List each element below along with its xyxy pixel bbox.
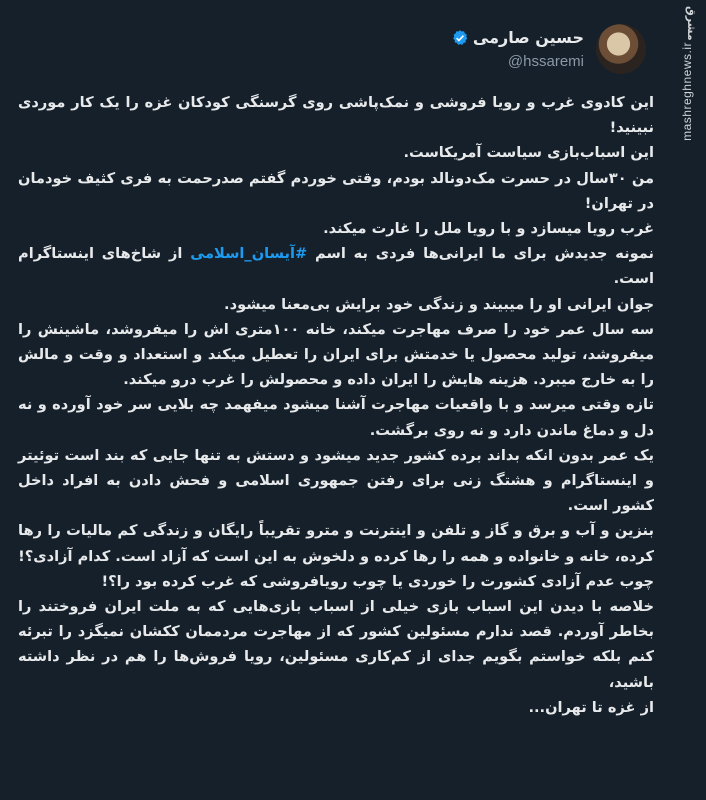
author-name-text: حسین صارمی [472,28,584,47]
tweet-paragraph-hashtag [18,241,654,291]
paragraph-text-before: نمونه جدیدش برای ما ایرانی‌ها فردی به اسم [307,245,654,263]
tweet-paragraph: غرب رویا میسازد و با رویا ملل را غارت میکند. [323,220,654,238]
author-handle[interactable]: @hssaremi [507,53,584,70]
tweet-paragraph: خلاصه با دیدن این اسباب بازی خیلی از اسباب بازی‌هایی که به ملت ایران فروختند را بخاطر آوردم. قصد ندارم مسئولین کشور که از مهاجرت مردممان ککشان نمیگزد را تبرئه کنم بلکه خواستم بگویم جدای از کم‌کاری مسئولین، رویا فروش‌ها را هم در نظر داشته باشید، [18,598,654,691]
tweet-paragraph: از غزه تا تهران... [528,698,654,716]
avatar[interactable] [596,24,646,74]
tweet-paragraph: من ۳۰سال در حسرت مک‌دونالد بودم، وقتی خوردم گفتم صدرحمت به فری کثیف خودمان در تهران! [18,169,654,212]
tweet-paragraph: این اسباب‌بازی سیاست آمریکاست. [403,144,654,162]
tweet-paragraph: چوب عدم آزادی کشورت را خوردی یا چوب رویافروشی که غرب کرده بود را؟! [101,572,654,590]
watermark-logo: مشرق [685,6,698,41]
watermark [670,6,702,156]
verified-badge-icon [451,29,469,47]
tweet-paragraph: این کادوی غرب و رویا فروشی و نمک‌پاشی روی گرسنگی کودکان غزه را یک کار موردی نبینید! [18,94,654,137]
paragraph-text-after: از شاخ‌های اینستاگرام است. [18,245,654,288]
tweet-paragraph: یک عمر بدون انکه بداند برده کشور جدید میشود و دستش به تنها جایی که بند است توئیتر و اینستاگرام و هشتگ زنی برای رفتن جمهوری اسلامی و فحش دادن به افراد داخل کشور است. [18,446,654,515]
author-display-name[interactable] [451,28,584,47]
tweet-paragraph: سه سال عمر خود را صرف مهاجرت میکند، خانه ۱۰۰متری اش را میفروشد، ماشینش را میفروشد، تولید محصول یا خدمتش برای ایران را تعطیل میکند و استعداد و وقت و مالش را به خارج میبرد. هزینه هایش را ایران داده و محصولش را غرب درو میکند. [18,320,654,389]
hashtag-link[interactable]: #آیسان_اسلامی [190,245,308,263]
tweet-paragraph: تازه وقتی میرسد و با واقعیات مهاجرت آشنا میشود میفهمد چه بلایی سر خود آورده و نه دل و دماغ ماندن دارد و نه روی برگشت. [18,396,654,439]
tweet-paragraph: بنزین و آب و برق و گاز و تلفن و اینترنت و مترو تقریباً رایگان و زندگی کم مالیات را رها کرده، خانه و خانواده و همه را رها کرده و دلخوش به این است که آزاد است. کدام آزادی؟! [18,522,654,565]
watermark-site: mashreghnews.ir [680,42,694,141]
author-names [451,28,584,70]
tweet-paragraph: جوان ایرانی او را میبیند و زندگی خود برایش بی‌معنا میشود. [224,295,654,313]
tweet-text [18,90,654,720]
tweet-header [20,24,646,84]
